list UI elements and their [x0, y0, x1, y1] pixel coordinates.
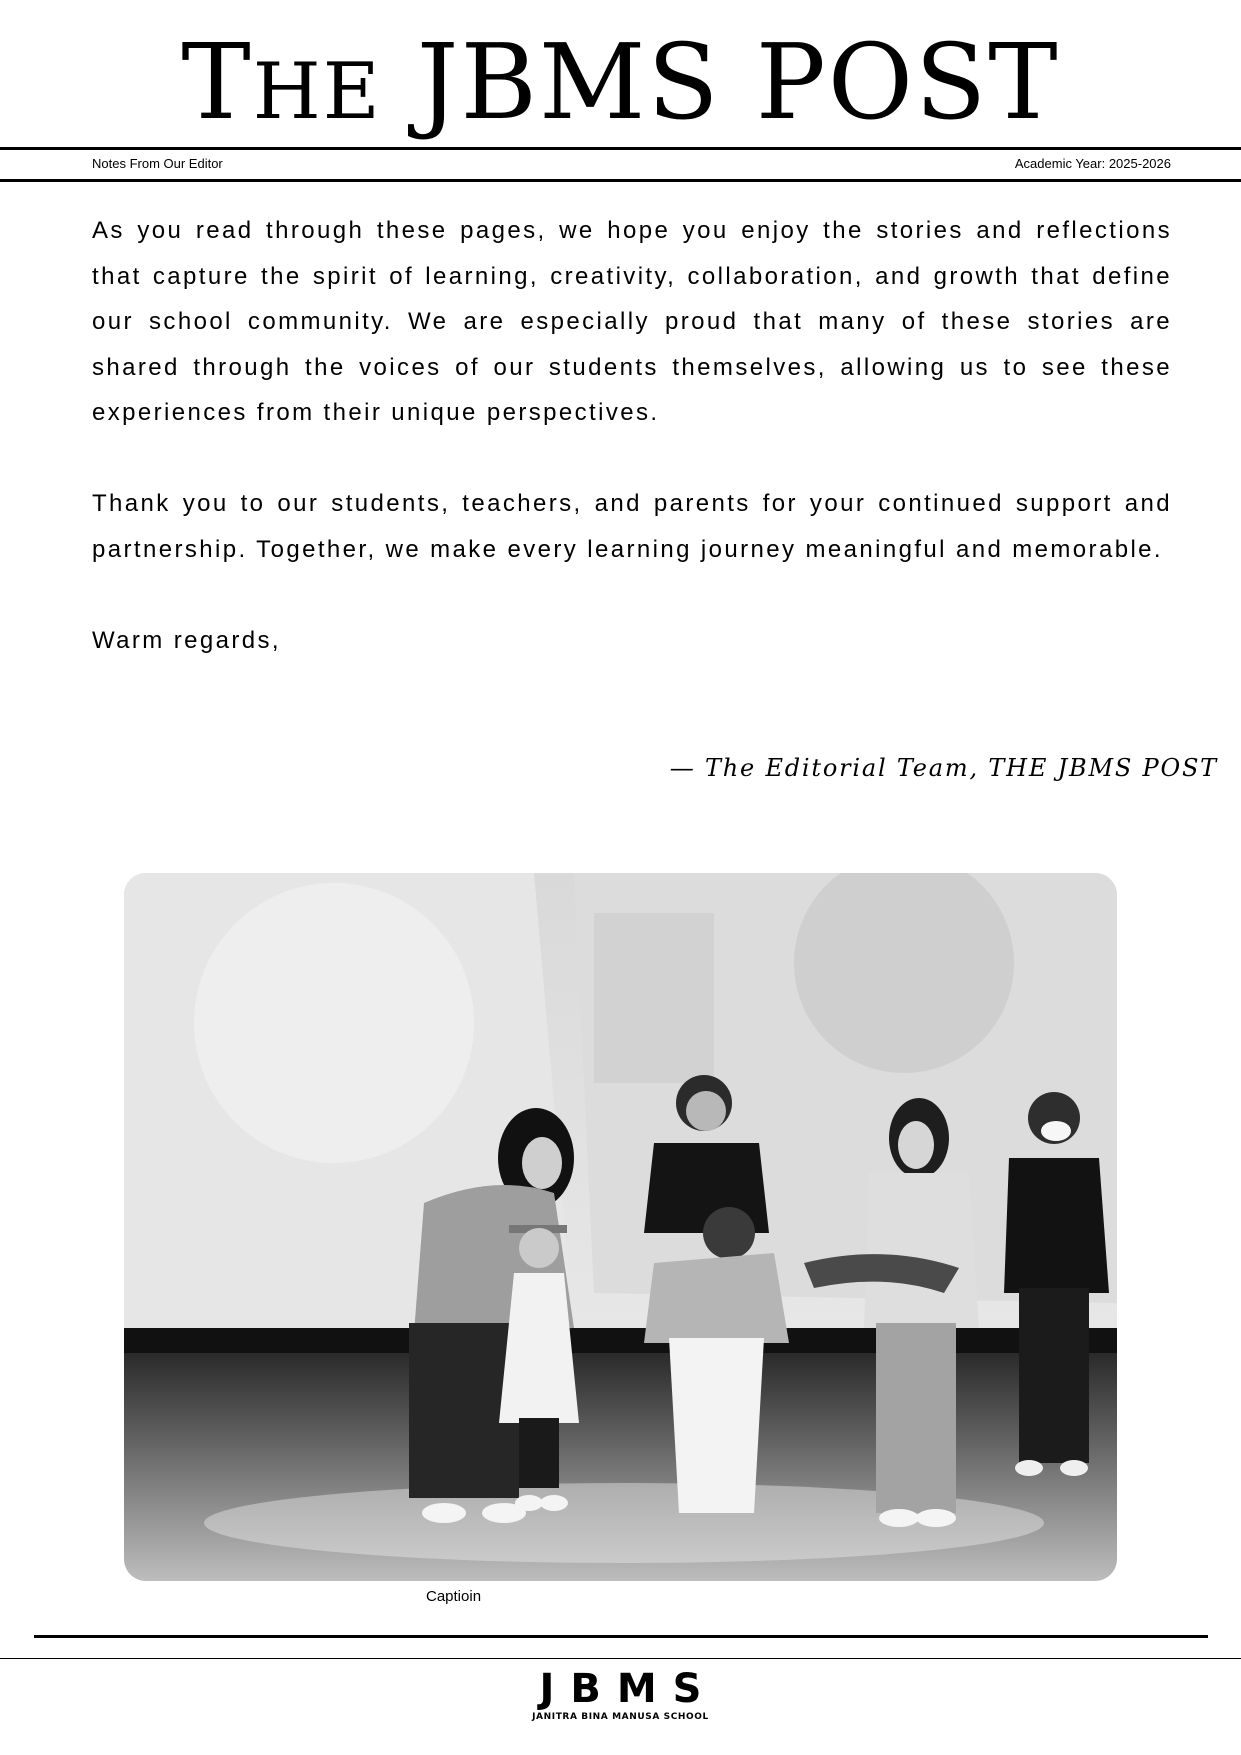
academic-year-label: Academic Year: 2025-2026 [1014, 156, 1171, 171]
school-logo [0, 1667, 1241, 1723]
event-photo [124, 873, 1117, 1581]
section-label: Notes From Our Editor [92, 156, 223, 171]
editor-paragraph-2: Thank you to our students, teachers, and parents for your continued support and partnership. Together, we make every learning journey meaningful and memorable. [92, 490, 1172, 563]
editor-signoff: — The Editorial Team, THE JBMS POST [669, 754, 1218, 782]
school-logo-mark: JBMS [539, 1666, 718, 1712]
photo-caption: Captioin [426, 1588, 482, 1605]
footer-rule [34, 1635, 1208, 1638]
editor-closing: Warm regards, [92, 626, 282, 654]
editor-paragraph-1: As you read through these pages, we hope you enjoy the stories and reflections that capture the spirit of learning, creativity, collaboration, and growth that define our school community. We are especially proud that many of these stories are shared through the voices of our students themselves, allowing us to see these experiences from their unique perspectives. [92, 217, 1172, 426]
header-bottom-rule [0, 179, 1241, 182]
header-top-rule [0, 147, 1241, 150]
event-photo-illustration [124, 873, 1117, 1581]
school-logo-subtitle: JANITRA BINA MANUSA SCHOOL [532, 1712, 709, 1722]
masthead-title: THE JBMS POST [181, 21, 1060, 143]
editor-note [92, 208, 1172, 663]
footer-thin-rule [0, 1658, 1241, 1659]
